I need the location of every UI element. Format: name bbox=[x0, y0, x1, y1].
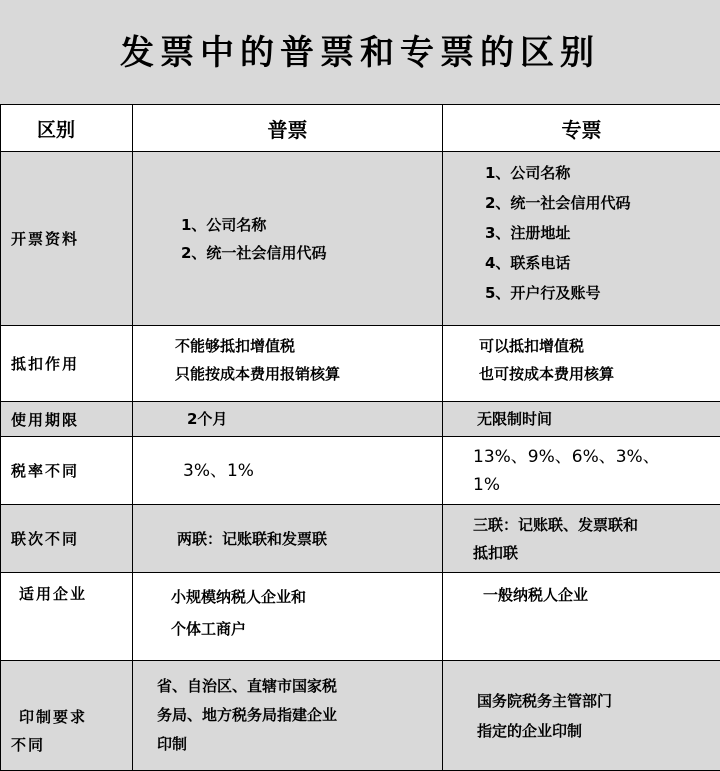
row-label: 开票资料 bbox=[1, 152, 133, 326]
title-bar bbox=[0, 0, 720, 104]
cell-line: 无限制时间 bbox=[477, 410, 553, 428]
special-cell bbox=[443, 573, 720, 661]
table-row bbox=[1, 152, 720, 326]
table-row bbox=[1, 402, 720, 437]
cell-line: 1、公司名称 bbox=[181, 215, 267, 234]
cell-line: 指定的企业印制 bbox=[477, 721, 583, 740]
cell-line: 两联：记账联和发票联 bbox=[177, 529, 328, 548]
general-cell bbox=[133, 152, 443, 326]
page-title: 发票中的普票和专票的区别 bbox=[120, 32, 600, 73]
table-row bbox=[1, 326, 720, 402]
cell-line: 13%、9%、6%、3%、 bbox=[473, 446, 660, 467]
cell-line: 3%、1% bbox=[183, 460, 254, 481]
special-cell bbox=[443, 402, 720, 437]
cell-line: 也可按成本费用核算 bbox=[479, 365, 615, 383]
row-label: 适用企业 bbox=[1, 573, 133, 661]
special-cell bbox=[443, 326, 720, 402]
cell-line: 省、自治区、直辖市国家税 bbox=[157, 677, 338, 695]
table-row bbox=[1, 437, 720, 505]
cell-line: 小规模纳税人企业和 bbox=[171, 588, 307, 606]
row-label-line: 印制要求 bbox=[19, 707, 88, 726]
cell-line: 3、注册地址 bbox=[485, 224, 571, 242]
cell-line: 1、公司名称 bbox=[485, 164, 571, 182]
table-row bbox=[1, 573, 720, 661]
general-cell bbox=[133, 661, 443, 771]
cell-line: 可以抵扣增值税 bbox=[479, 337, 585, 355]
general-cell bbox=[133, 573, 443, 661]
special-cell bbox=[443, 437, 720, 505]
row-label: 税率不同 bbox=[1, 437, 133, 505]
row-label: 联次不同 bbox=[1, 505, 133, 573]
cell-line: 不能够抵扣增值税 bbox=[175, 337, 296, 355]
general-cell bbox=[133, 326, 443, 402]
special-cell bbox=[443, 505, 720, 573]
cell-line: 2、统一社会信用代码 bbox=[485, 194, 631, 212]
header-special-invoice: 专票 bbox=[443, 105, 720, 152]
table-row bbox=[1, 505, 720, 573]
cell-line: 抵扣联 bbox=[473, 543, 519, 562]
cell-line: 2、统一社会信用代码 bbox=[181, 243, 327, 262]
table-row bbox=[1, 661, 720, 771]
row-label: 使用期限 bbox=[1, 402, 133, 437]
special-cell bbox=[443, 152, 720, 326]
comparison-table bbox=[0, 104, 720, 771]
header-general-invoice: 普票 bbox=[133, 105, 443, 152]
cell-line: 三联：记账联、发票联和 bbox=[473, 515, 639, 534]
general-cell bbox=[133, 505, 443, 573]
cell-line: 印制 bbox=[157, 735, 188, 753]
cell-line: 1% bbox=[473, 474, 500, 495]
cell-line: 国务院税务主管部门 bbox=[477, 691, 613, 710]
table-header-row bbox=[1, 105, 720, 152]
row-label bbox=[1, 661, 133, 771]
cell-line: 务局、地方税务局指建企业 bbox=[157, 706, 338, 724]
row-label: 抵扣作用 bbox=[1, 326, 133, 402]
row-label-line: 不同 bbox=[11, 735, 46, 754]
cell-line: 个体工商户 bbox=[171, 620, 247, 638]
special-cell bbox=[443, 661, 720, 771]
general-cell bbox=[133, 437, 443, 505]
cell-line: 2个月 bbox=[187, 410, 228, 428]
header-difference: 区别 bbox=[1, 105, 133, 152]
cell-line: 只能按成本费用报销核算 bbox=[175, 365, 341, 383]
cell-line: 5、开户行及账号 bbox=[485, 284, 601, 302]
cell-line: 一般纳税人企业 bbox=[483, 586, 589, 604]
general-cell bbox=[133, 402, 443, 437]
cell-line: 4、联系电话 bbox=[485, 254, 571, 272]
